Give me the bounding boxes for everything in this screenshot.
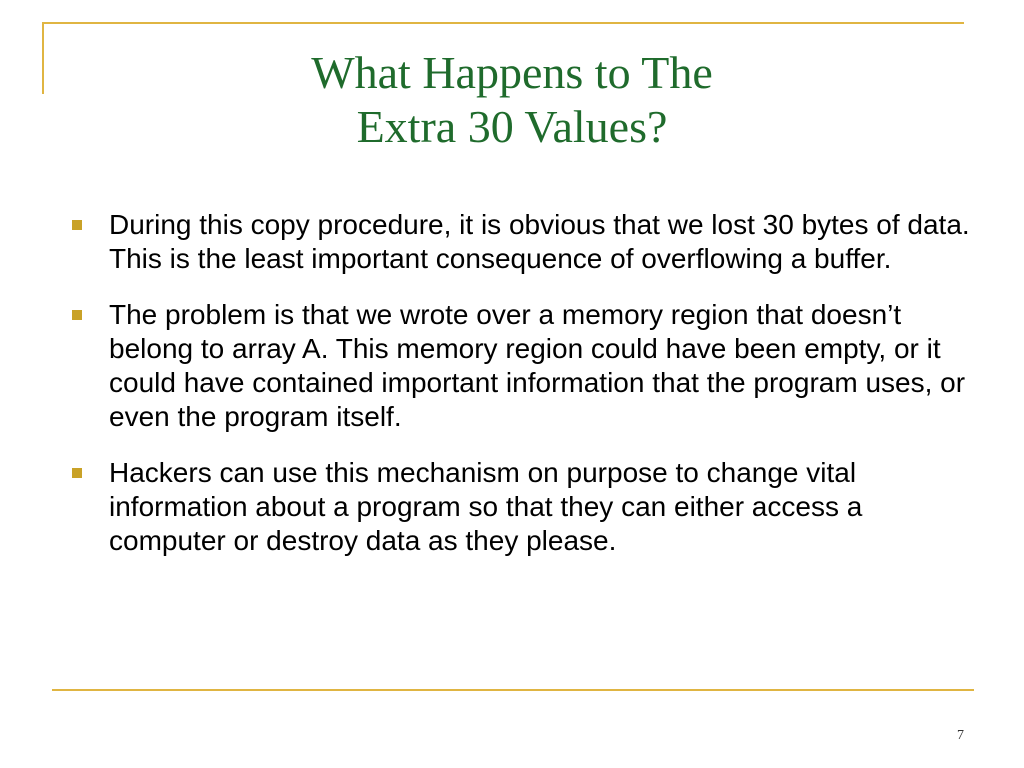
bullet-text: The problem is that we wrote over a memory region that doesn’t belong to array A. This memory region could have been empty, or it could have contained important information that the program uses, or even the program itself. — [109, 299, 966, 432]
bullet-text: During this copy procedure, it is obvious that we lost 30 bytes of data. This is the least important consequence of overflowing a buffer. — [109, 209, 970, 274]
frame-left-border — [42, 22, 44, 94]
page-number: 7 — [957, 728, 964, 743]
bullet-item — [70, 208, 970, 276]
square-bullet-icon — [72, 220, 82, 230]
slide-title-line-2: Extra 30 Values? — [356, 101, 668, 152]
bullet-text: Hackers can use this mechanism on purpose to change vital information about a program so that they can either access a computer or destroy data as they please. — [109, 457, 863, 556]
frame-bottom-border — [52, 689, 974, 691]
bullet-item — [70, 456, 970, 558]
slide-title — [120, 46, 904, 154]
slide-title-line-1: What Happens to The — [311, 47, 713, 98]
bullet-item — [70, 298, 970, 434]
frame-top-border — [42, 22, 964, 24]
bullet-list — [70, 208, 970, 580]
square-bullet-icon — [72, 468, 82, 478]
square-bullet-icon — [72, 310, 82, 320]
